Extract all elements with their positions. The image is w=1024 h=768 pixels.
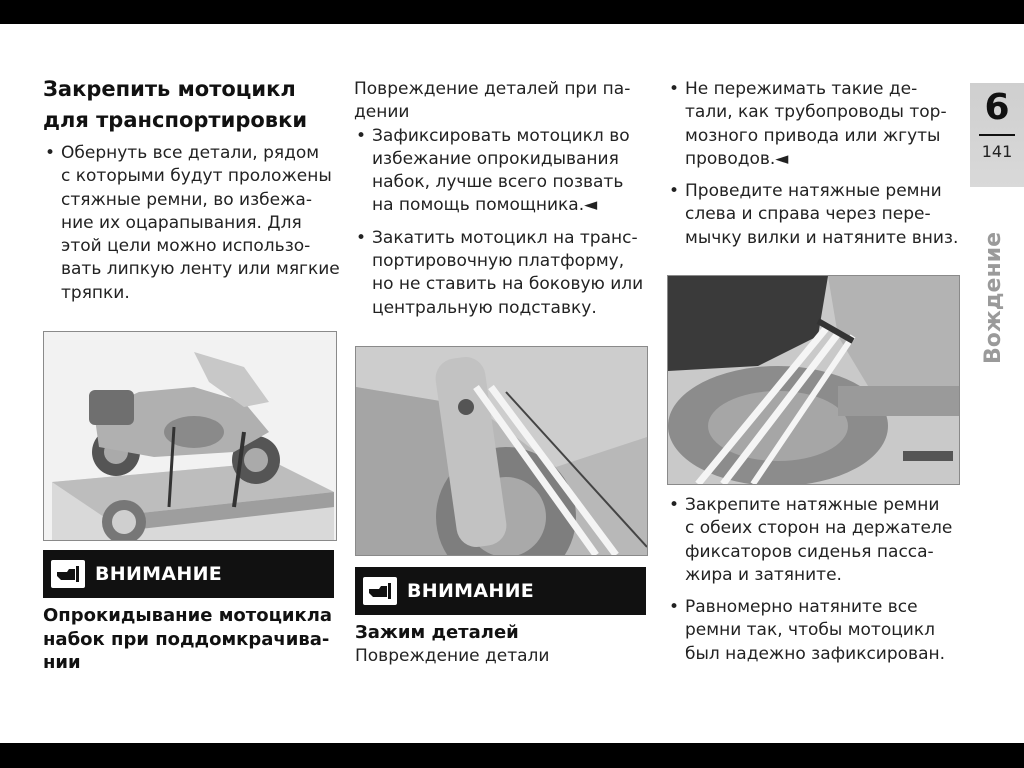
list-item: • Проведите натяжные ремни слева и справа через пере- мычку вилки и натяните вниз. — [669, 181, 959, 248]
list-item: • Обернуть все детали, рядом с которыми будут проложены стяжные ремни, во избежа- ние их оцарапывания. Для этой цели можно использо- вать липкую ленту или мягкие тряпки. — [45, 143, 340, 303]
list-item: • Зафиксировать мотоцикл во избежание опрокидывания набок, лучше всего позвать на помощь помощника.◄ — [356, 125, 630, 216]
warning-hand-icon — [363, 577, 397, 605]
top-bar — [0, 0, 1024, 24]
warning-text-2: Зажим деталей Повреждение детали — [355, 622, 550, 666]
column-2 — [354, 78, 649, 320]
instruction-list — [354, 125, 649, 320]
bottom-bar — [0, 743, 1024, 768]
instruction-list — [667, 494, 962, 666]
attention-label: ВНИМАНИЕ — [95, 563, 223, 585]
intro-text: Повреждение деталей при па- дении — [354, 79, 631, 123]
section-label: Вождение — [981, 232, 1006, 364]
tab-divider — [979, 134, 1015, 136]
section-heading: Закрепить мотоцикл для транспортировки — [43, 77, 308, 132]
chapter-number: 6 — [984, 87, 1010, 128]
warning-hand-icon — [51, 560, 85, 588]
rear-strap-image — [667, 275, 960, 485]
list-item: • Равномерно натяните все ремни так, чтобы мотоцикл был надежно зафиксирован. — [669, 597, 946, 664]
motorcycle-on-trailer-image — [43, 331, 337, 541]
list-item: • Закрепите натяжные ремни с обеих сторон на держателе фиксаторов сиденья пасса- жира и затяните. — [669, 495, 953, 585]
instruction-list — [667, 78, 962, 250]
instruction-list — [43, 142, 338, 305]
column-3-continued — [667, 494, 962, 666]
attention-banner — [43, 550, 334, 598]
column-3 — [667, 78, 962, 250]
page-number: 141 — [981, 142, 1013, 161]
column-1 — [43, 74, 338, 305]
attention-label: ВНИМАНИЕ — [407, 580, 535, 602]
chapter-tab — [970, 83, 1024, 187]
list-item: • Закатить мотоцикл на транс- портировочную платформу, но не ставить на боковую или центральную подставку. — [356, 227, 644, 318]
list-item: • Не пережимать такие де- тали, как трубопроводы тор- мозного привода или жгуты проводов.◄ — [669, 79, 947, 169]
fork-strap-image — [355, 346, 648, 556]
warning-text-1: Опрокидывание мотоцикла набок при поддомкрачива- нии — [43, 605, 333, 673]
attention-banner — [355, 567, 646, 615]
